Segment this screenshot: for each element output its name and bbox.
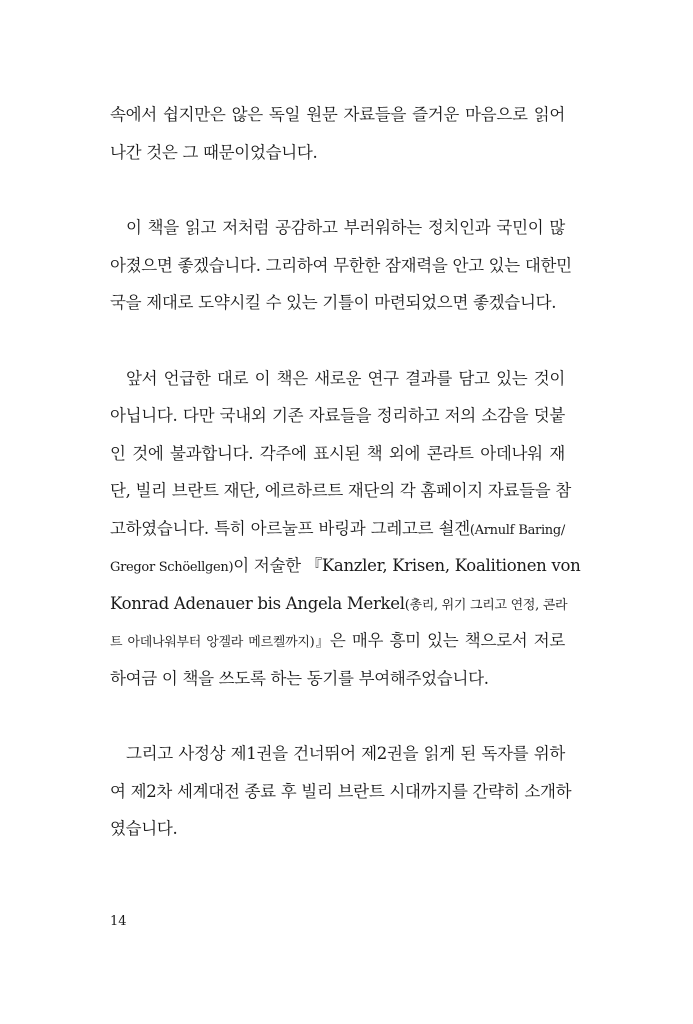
text-line: 여 제2차 세계대전 종료 후 빌리 브란트 시대까지를 간략히 소개하 <box>110 781 572 801</box>
page-number: 14 <box>110 914 127 929</box>
text-run: 은 매우 흥미 있는 책으로서 저로 <box>329 631 565 650</box>
text-run: 이 저술한 『Kanzler, Krisen, Koalitionen von <box>233 556 581 575</box>
text-line: 인 것에 불과합니다. 각주에 표시된 책 외에 콘라트 아데나워 재 <box>110 443 565 463</box>
text-line <box>110 510 565 548</box>
text-line: 국을 제대로 도약시킬 수 있는 기틀이 마련되었으면 좋겠습니다. <box>110 293 557 312</box>
paragraph-3 <box>110 360 581 698</box>
paragraph-1 <box>110 96 565 171</box>
book-page-body <box>110 96 581 848</box>
paragraph-gap <box>110 322 565 360</box>
text-line: 앞서 언급한 대로 이 책은 새로운 연구 결과를 담고 있는 것이 <box>126 368 565 388</box>
text-line: 이 책을 읽고 저처럼 공감하고 부러워하는 정치인과 국민이 많 <box>126 218 565 237</box>
text-run-small: (Arnulf Baring/ <box>469 522 565 538</box>
paragraph-gap <box>110 171 565 209</box>
paragraph-gap <box>110 697 565 735</box>
text-line: 속에서 쉽지만은 않은 독일 원문 자료들을 즐거운 마음으로 읽어 <box>110 105 565 124</box>
text-line: 아졌으면 좋겠습니다. 그리하여 무한한 잠재력을 안고 있는 대한민 <box>110 255 572 275</box>
text-line: 그리고 사정상 제1권을 건너뛰어 제2권을 읽게 된 독자를 위하 <box>126 744 565 763</box>
text-run-small: Gregor Schöellgen) <box>110 560 234 575</box>
text-line <box>110 622 565 660</box>
paragraph-2 <box>110 209 572 322</box>
text-run: 고하였습니다. 특히 아르눌프 바링과 그레고르 쇨겐 <box>110 518 470 538</box>
text-run: Konrad Adenauer bis Angela Merkel <box>110 593 405 613</box>
text-line: 아닙니다. 다만 국내외 기존 자료들을 정리하고 저의 소감을 덧붙 <box>110 406 565 425</box>
text-line <box>110 585 568 623</box>
text-line: 단, 빌리 브란트 재단, 에르하르트 재단의 각 홈페이지 자료들을 참 <box>110 481 572 500</box>
text-line <box>110 547 581 585</box>
text-line: 였습니다. <box>110 819 178 838</box>
text-line: 하여금 이 책을 쓰도록 하는 동기를 부여해주었습니다. <box>110 668 489 688</box>
text-run-small: (총리, 위기 그리고 연정, 콘라 <box>404 597 568 613</box>
text-line: 나간 것은 그 때문이었습니다. <box>110 142 318 162</box>
text-run-small: 트 아데나워부터 앙겔라 메르켈까지)』 <box>110 635 330 650</box>
paragraph-4 <box>110 735 572 848</box>
